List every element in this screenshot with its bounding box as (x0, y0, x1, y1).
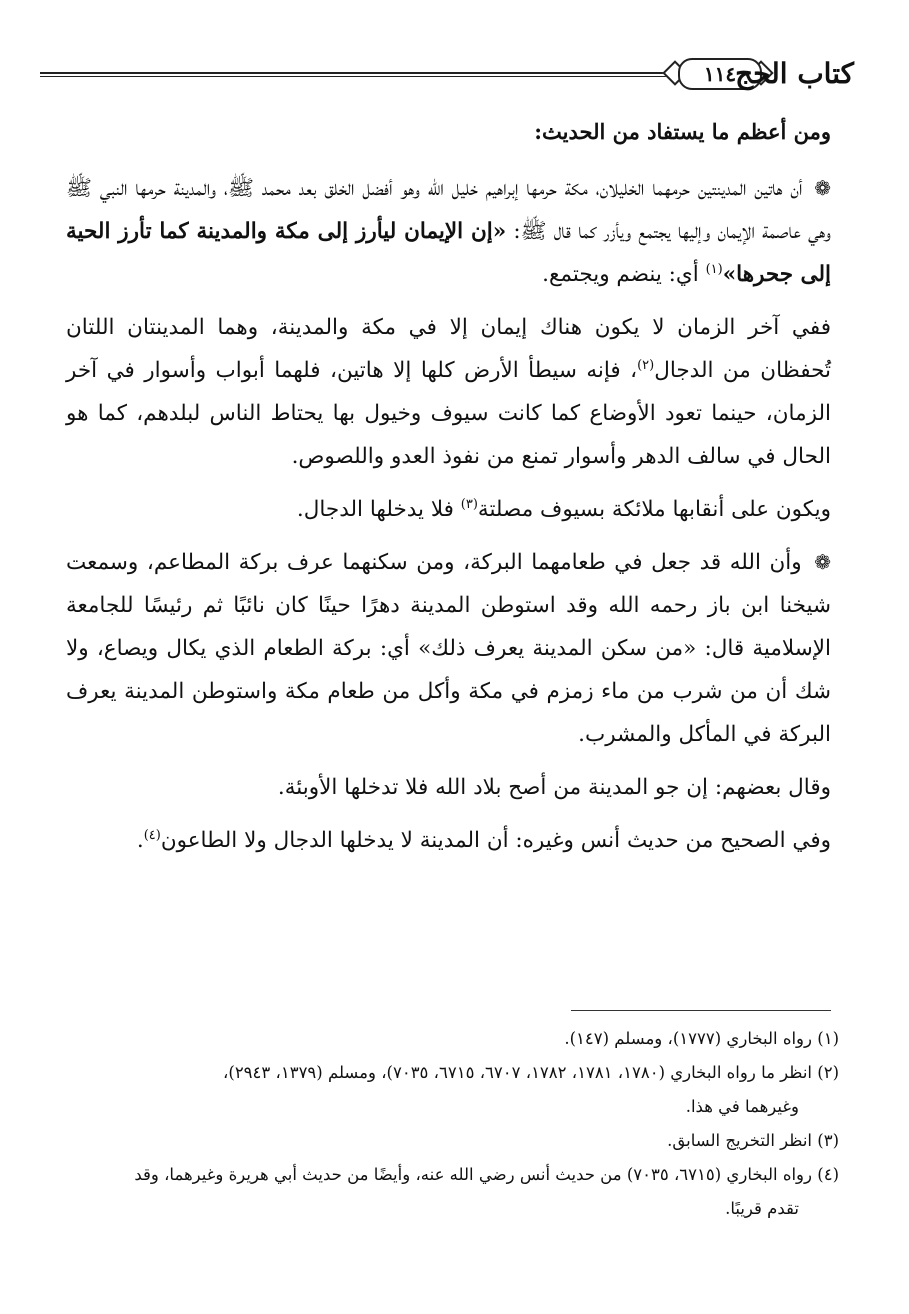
paragraph-2 (66, 306, 831, 478)
paragraph-5: وقال بعضهم: إن جو المدينة من أصح بلاد الله فلا تدخلها الأوبئة. (277, 775, 831, 800)
p6-text-b: . (136, 828, 144, 853)
footnote-1: (١) رواه البخاري (١٧٧٧)، ومسلم (١٤٧). (564, 1029, 839, 1048)
p1-hadith-quote: «إن الإيمان ليأرز إلى مكة والمدينة كما تأرز الحية إلى جحرها» (66, 219, 831, 287)
footnote-ref-3[interactable]: (٣) (460, 496, 478, 512)
footnotes (62, 1022, 839, 1226)
footnote-ref-2[interactable]: (٢) (637, 357, 655, 373)
paragraph-3 (66, 488, 831, 531)
footnote-2: (٢) انظر ما رواه البخاري (١٧٨٠، ١٧٨١، ١٧٨٢، ٦٧٠٧، ٦٧١٥، ٧٠٣٥)، ومسلم (١٣٧٩، ٢٩٤٣)، (223, 1063, 839, 1082)
p1-text: أن هاتين المدينتين حرمهما الخليلان، مكة حرمها إبراهيم خليل الله وهو أفضل الخلق بعد محمد ﷺ، والمدينة حرمها النبي ﷺ وهي عاصمة الإيمان وإليها يجتمع ويأزر كما قال ﷺ: (66, 176, 831, 244)
p2-text-a: ففي آخر الزمان لا يكون هناك إيمان إلا في مكة والمدينة، وهما المدينتان اللتان تُحفظان من الدجال (66, 315, 831, 383)
p3-text-a: ويكون على أنقابها ملائكة بسيوف مصلتة (477, 497, 831, 522)
page-header (40, 52, 854, 102)
p3-text-b: فلا يدخلها الدجال. (296, 497, 461, 522)
footnote-separator (571, 1010, 831, 1011)
footnote-ref-1[interactable]: (١) (705, 261, 723, 277)
footnote-2-cont: وغيرهما في هذا. (685, 1097, 799, 1116)
p2-text-b: ، فإنه سيطأ الأرض كلها إلا هاتين، فلهما أبواب وأسوار في آخر الزمان، حينما تعود الأوضاع كما كانت سيوف وخيول بها يحتاط الناس لبلدهم، كما هو الحال في سالف الدهر وأسوار تمنع من نفوذ العدو واللصوص. (66, 358, 831, 469)
footnote-4-cont: تقدم قريبًا. (725, 1199, 799, 1218)
book-title: كتاب الحج (735, 57, 854, 90)
p1-end: أي: ينضم ويجتمع. (542, 262, 706, 287)
paragraph-4 (66, 541, 831, 756)
footnote-3: (٣) انظر التخريج السابق. (667, 1131, 839, 1150)
paragraph-1 (66, 167, 831, 296)
header-rule-thin (40, 76, 674, 77)
flower-icon: ❁ (814, 550, 831, 574)
p4-text: وأن الله قد جعل في طعامهما البركة، ومن سكنهما عرف بركة المطاعم، وسمعت شيخنا ابن باز رحمه الله وقد استوطن المدينة دهرًا حينًا كان نائبًا ثم رئيسًا للجامعة الإسلامية قال: «من سكن المدينة يعرف ذلك» أي: بركة الطعام الذي يكال ويصاع، ولا شك أن من شرب من ماء زمزم في مكة وأكل من طعام مكة واستوطن المدينة يعرف البركة في المأكل والمشرب. (66, 550, 831, 747)
page-number: ١١٤ (678, 58, 762, 90)
p6-text-a: وفي الصحيح من حديث أنس وغيره: أن المدينة لا يدخلها الدجال ولا الطاعون (160, 828, 831, 853)
paragraph-6 (66, 819, 831, 862)
main-text (66, 110, 831, 872)
header-rule (40, 72, 674, 74)
flower-icon: ❁ (814, 176, 831, 200)
footnote-4: (٤) رواه البخاري (٦٧١٥، ٧٠٣٥) من حديث أنس رضي الله عنه، وأيضًا من حديث أبي هريرة وغيرهما، وقد (134, 1165, 839, 1184)
subheading: ومن أعظم ما يستفاد من الحديث: (534, 119, 831, 144)
footnote-ref-4[interactable]: (٤) (143, 827, 161, 843)
